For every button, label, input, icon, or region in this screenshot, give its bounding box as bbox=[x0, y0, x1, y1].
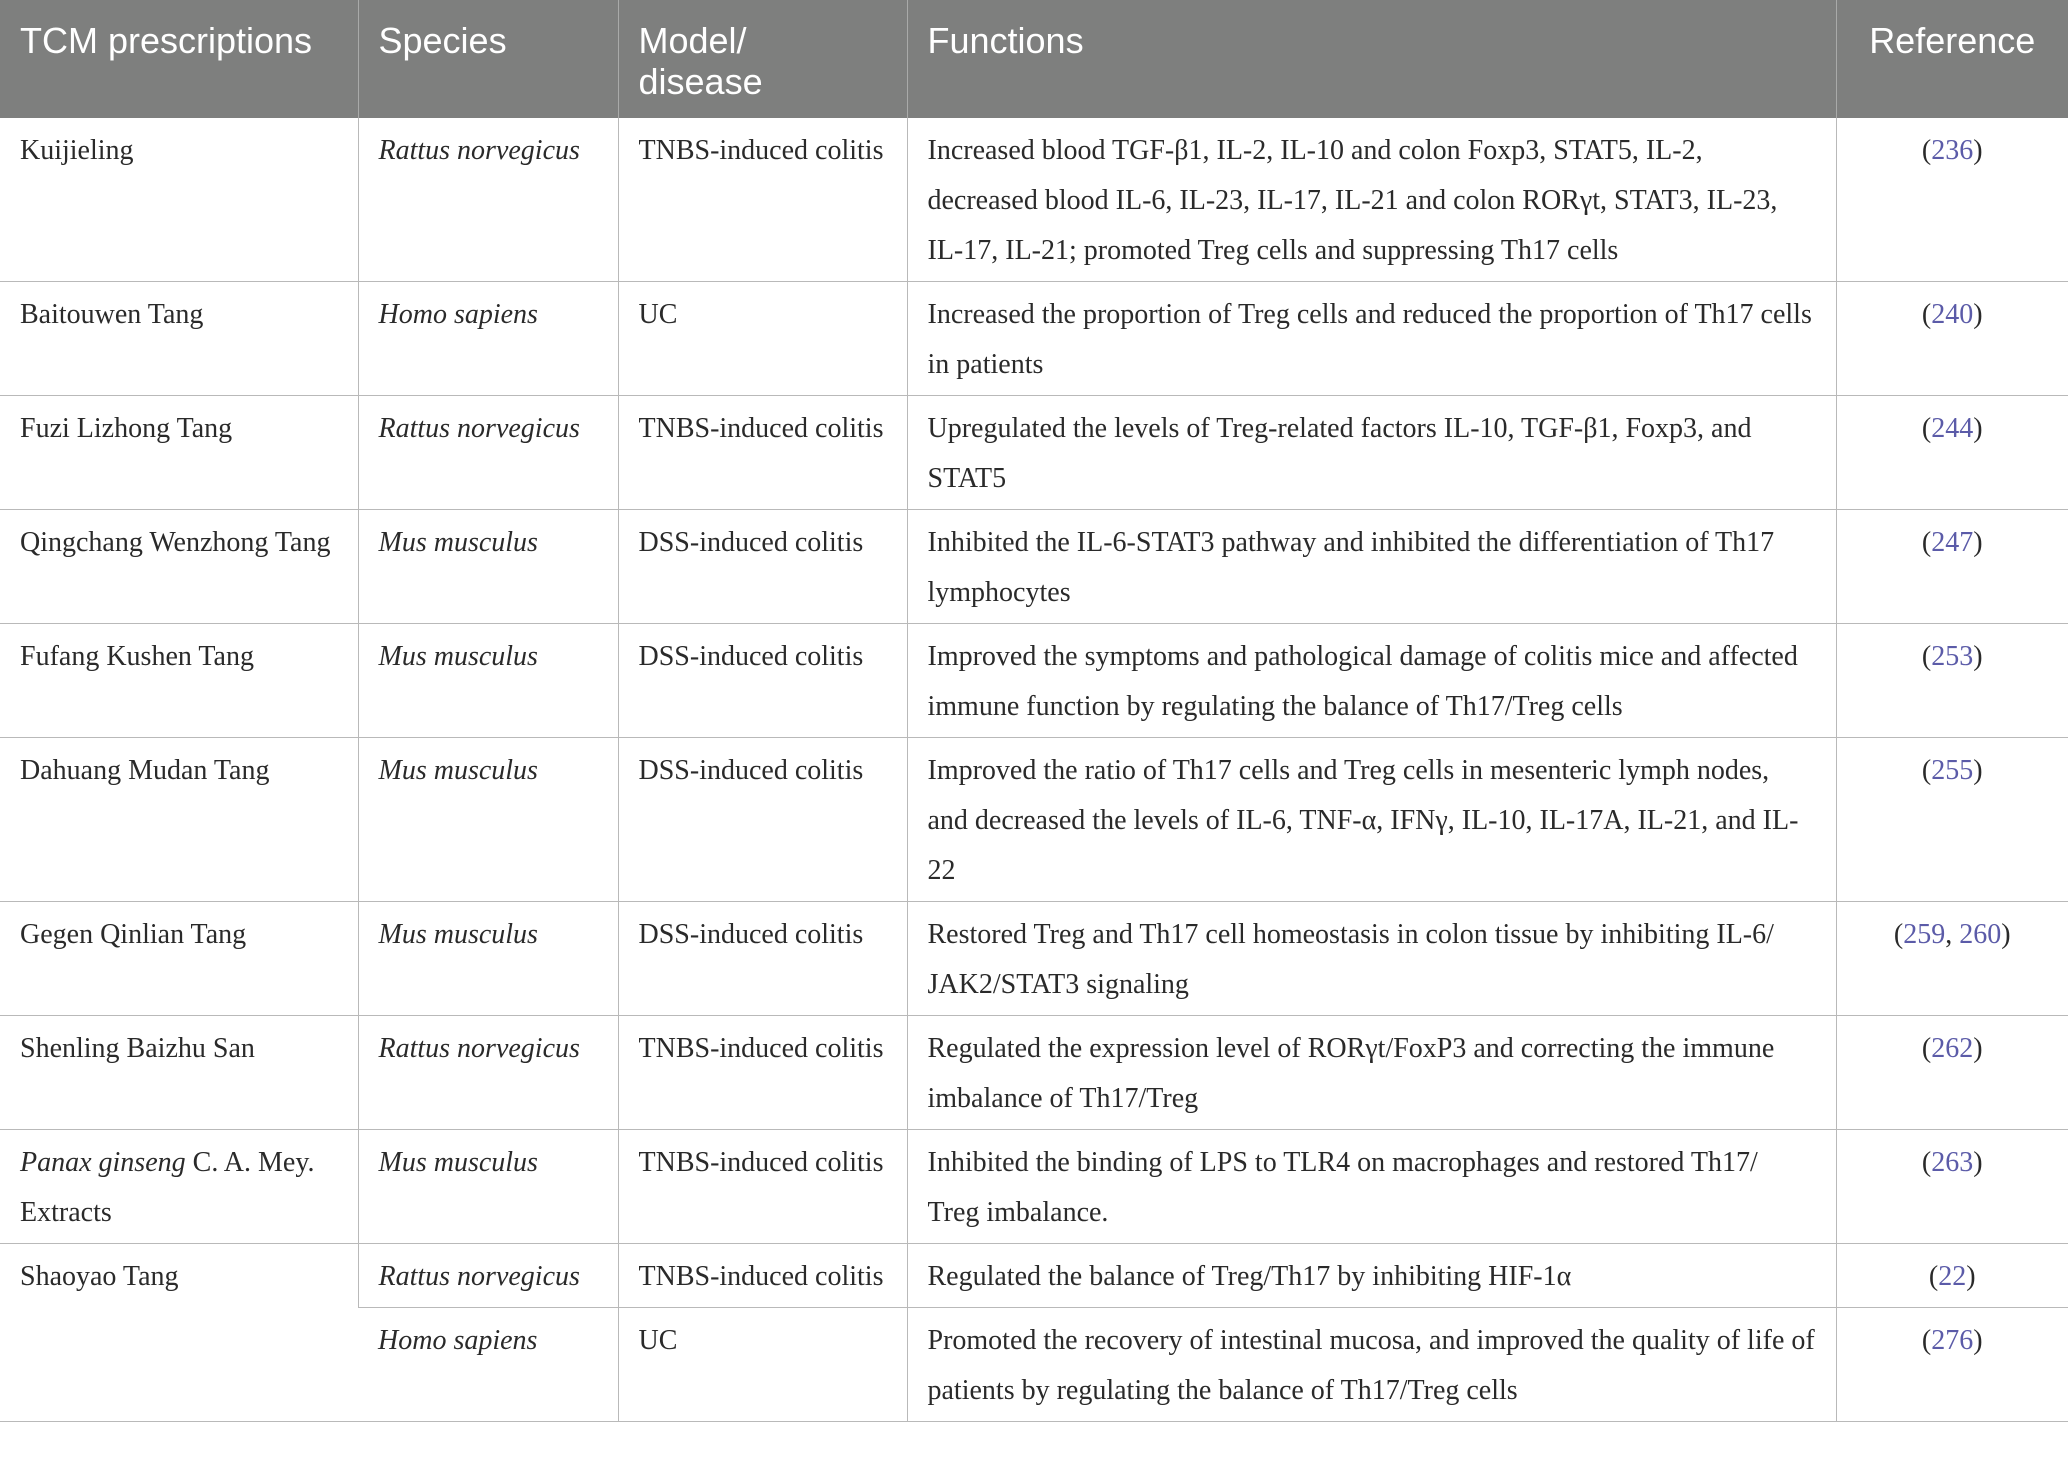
species-cell: Homo sapiens bbox=[358, 282, 618, 396]
table-row bbox=[0, 1130, 2068, 1244]
functions-cell: Promoted the recovery of intestinal mucosa, and improved the quality of life of patients by regulating the balance of Th17/Treg cells bbox=[907, 1308, 1836, 1422]
species-cell: Rattus norvegicus bbox=[358, 396, 618, 510]
reference-link[interactable]: 259 bbox=[1903, 919, 1946, 950]
reference-link[interactable]: 276 bbox=[1931, 1325, 1974, 1356]
table-row bbox=[0, 282, 2068, 396]
model-disease-cell: TNBS-induced colitis bbox=[618, 1016, 907, 1130]
species-cell: Mus musculus bbox=[358, 738, 618, 902]
functions-cell: Upregulated the levels of Treg-related factors IL-10, TGF-β1, Foxp3, and STAT5 bbox=[907, 396, 1836, 510]
functions-cell: Regulated the balance of Treg/Th17 by inhibiting HIF-1α bbox=[907, 1244, 1836, 1308]
prescription-cell: Baitouwen Tang bbox=[0, 282, 358, 396]
header-row bbox=[0, 0, 2068, 118]
functions-cell: Restored Treg and Th17 cell homeostasis in colon tissue by inhibiting IL-6/ JAK2/STAT3 signaling bbox=[907, 902, 1836, 1016]
reference-link[interactable]: 260 bbox=[1959, 919, 2002, 950]
functions-cell: Increased the proportion of Treg cells and reduced the proportion of Th17 cells in patients bbox=[907, 282, 1836, 396]
reference-link[interactable]: 255 bbox=[1931, 755, 1974, 786]
reference-cell: (253) bbox=[1836, 624, 2068, 738]
reference-link[interactable]: 262 bbox=[1931, 1033, 1974, 1064]
reference-link[interactable]: 253 bbox=[1931, 641, 1974, 672]
header-reference: Reference bbox=[1836, 0, 2068, 118]
functions-cell: Improved the symptoms and pathological damage of colitis mice and affected immune function by regulating the balance of Th17/Treg cells bbox=[907, 624, 1836, 738]
reference-cell: (22) bbox=[1836, 1244, 2068, 1308]
table-row bbox=[0, 1016, 2068, 1130]
reference-link[interactable]: 244 bbox=[1931, 413, 1974, 444]
model-disease-cell: TNBS-induced colitis bbox=[618, 118, 907, 282]
reference-cell: (240) bbox=[1836, 282, 2068, 396]
table-row bbox=[0, 624, 2068, 738]
prescription-cell: Qingchang Wenzhong Tang bbox=[0, 510, 358, 624]
species-cell: Mus musculus bbox=[358, 1130, 618, 1244]
prescription-cell: Kuijieling bbox=[0, 118, 358, 282]
table-row bbox=[0, 902, 2068, 1016]
functions-cell: Inhibited the IL-6-STAT3 pathway and inhibited the differentiation of Th17 lymphocytes bbox=[907, 510, 1836, 624]
reference-link[interactable]: 240 bbox=[1931, 299, 1974, 330]
model-disease-cell: DSS-induced colitis bbox=[618, 624, 907, 738]
prescription-cell: Gegen Qinlian Tang bbox=[0, 902, 358, 1016]
prescription-cell bbox=[0, 1130, 358, 1244]
model-disease-cell: TNBS-induced colitis bbox=[618, 1130, 907, 1244]
species-cell: Rattus norvegicus bbox=[358, 1244, 618, 1308]
reference-link[interactable]: 236 bbox=[1931, 135, 1974, 166]
reference-cell: (255) bbox=[1836, 738, 2068, 902]
prescription-cell: Shaoyao Tang bbox=[0, 1244, 358, 1422]
reference-cell: (262) bbox=[1836, 1016, 2068, 1130]
prescription-cell: Shenling Baizhu San bbox=[0, 1016, 358, 1130]
reference-link[interactable]: 247 bbox=[1931, 527, 1974, 558]
reference-cell: (244) bbox=[1836, 396, 2068, 510]
prescription-species-name: Panax ginseng bbox=[20, 1147, 186, 1178]
functions-cell: Regulated the expression level of RORγt/FoxP3 and correcting the immune imbalance of Th17/Treg bbox=[907, 1016, 1836, 1130]
reference-cell: (236) bbox=[1836, 118, 2068, 282]
table-row bbox=[0, 396, 2068, 510]
species-cell: Mus musculus bbox=[358, 902, 618, 1016]
prescription-cell: Dahuang Mudan Tang bbox=[0, 738, 358, 902]
model-disease-cell: TNBS-induced colitis bbox=[618, 396, 907, 510]
model-disease-cell: DSS-induced colitis bbox=[618, 738, 907, 902]
header-model-disease: Model/ disease bbox=[618, 0, 907, 118]
functions-cell: Inhibited the binding of LPS to TLR4 on macrophages and restored Th17/ Treg imbalance. bbox=[907, 1130, 1836, 1244]
table-row bbox=[0, 510, 2068, 624]
table-row bbox=[0, 118, 2068, 282]
header-functions: Functions bbox=[907, 0, 1836, 118]
model-disease-cell: UC bbox=[618, 1308, 907, 1422]
table-row bbox=[0, 1244, 2068, 1308]
header-tcm-prescriptions: TCM prescriptions bbox=[0, 0, 358, 118]
species-cell: Rattus norvegicus bbox=[358, 1016, 618, 1130]
reference-cell: (276) bbox=[1836, 1308, 2068, 1422]
reference-cell: (259, 260) bbox=[1836, 902, 2068, 1016]
model-disease-cell: TNBS-induced colitis bbox=[618, 1244, 907, 1308]
species-cell: Mus musculus bbox=[358, 624, 618, 738]
functions-cell: Increased blood TGF-β1, IL-2, IL-10 and colon Foxp3, STAT5, IL-2, decreased blood IL-6, IL-23, IL-17, IL-21 and colon RORγt, STAT3, IL-23, IL-17, IL-21; promoted Treg cells and suppressing Th17 cells bbox=[907, 118, 1836, 282]
model-disease-cell: DSS-induced colitis bbox=[618, 510, 907, 624]
table-body bbox=[0, 118, 2068, 1422]
model-disease-cell: DSS-induced colitis bbox=[618, 902, 907, 1016]
model-disease-cell: UC bbox=[618, 282, 907, 396]
reference-cell: (263) bbox=[1836, 1130, 2068, 1244]
species-cell: Homo sapiens bbox=[358, 1308, 618, 1422]
prescription-cell: Fuzi Lizhong Tang bbox=[0, 396, 358, 510]
table-row bbox=[0, 738, 2068, 902]
prescription-cell: Fufang Kushen Tang bbox=[0, 624, 358, 738]
species-cell: Mus musculus bbox=[358, 510, 618, 624]
reference-cell: (247) bbox=[1836, 510, 2068, 624]
reference-link[interactable]: 22 bbox=[1938, 1261, 1967, 1292]
prescription-name-rest: C. A. Mey. Extracts bbox=[20, 1147, 315, 1228]
reference-link[interactable]: 263 bbox=[1931, 1147, 1974, 1178]
table-header bbox=[0, 0, 2068, 118]
header-species: Species bbox=[358, 0, 618, 118]
species-cell: Rattus norvegicus bbox=[358, 118, 618, 282]
functions-cell: Improved the ratio of Th17 cells and Treg cells in mesenteric lymph nodes, and decreased the levels of IL-6, TNF-α, IFNγ, IL-10, IL-17A, IL-21, and IL-22 bbox=[907, 738, 1836, 902]
